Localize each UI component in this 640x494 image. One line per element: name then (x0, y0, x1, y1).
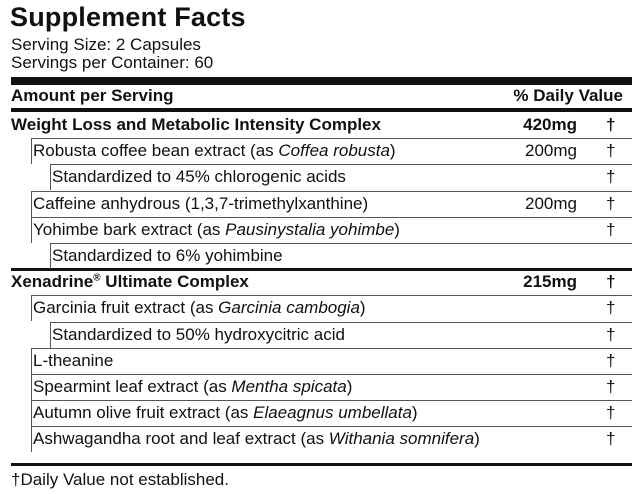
ingredient-name: Robusta coffee bean extract (as Coffea robusta) (33, 141, 396, 160)
table-row (0, 112, 640, 138)
ingredient-name: Standardized to 50% hydroxycitric acid (52, 325, 345, 344)
ingredient-name: Standardized to 45% chlorogenic acids (52, 167, 346, 186)
ingredient-amount: 420mg (523, 115, 577, 134)
ingredient-name: Standardized to 6% yohimbine (52, 246, 283, 265)
ingredient-amount: 215mg (523, 272, 577, 291)
thick-rule-top (11, 77, 632, 85)
table-row (0, 138, 640, 164)
ingredient-name: Garcinia fruit extract (as Garcinia cambogia) (33, 298, 366, 317)
ingredient-name: Weight Loss and Metabolic Intensity Complex (11, 115, 381, 134)
daily-value-dagger: † (606, 429, 616, 448)
daily-value-dagger: † (606, 115, 616, 134)
indent-line (31, 348, 32, 374)
indent-line (31, 400, 32, 426)
indent-line (31, 191, 32, 217)
panel-title: Supplement Facts (10, 2, 246, 32)
table-row (0, 400, 640, 426)
table-row (0, 243, 640, 269)
ingredient-name: Ashwagandha root and leaf extract (as Withania somnifera) (33, 429, 480, 448)
daily-value-dagger: † (606, 298, 616, 317)
daily-value-dagger: † (606, 325, 616, 344)
table-row (0, 374, 640, 400)
indent-line (31, 374, 32, 400)
header-amount-per-serving: Amount per Serving (11, 86, 174, 105)
indent-line (31, 295, 32, 321)
table-row (0, 295, 640, 321)
ingredient-amount: 200mg (525, 194, 577, 213)
ingredient-name: Caffeine anhydrous (1,3,7-trimethylxanthine) (33, 194, 369, 213)
indent-line (31, 426, 32, 452)
ingredient-name: Autumn olive fruit extract (as Elaeagnus umbellata) (33, 403, 418, 422)
daily-value-dagger: † (606, 194, 616, 213)
table-row (0, 426, 640, 452)
daily-value-dagger: † (606, 377, 616, 396)
indent-line (50, 164, 51, 190)
daily-value-dagger: † (606, 403, 616, 422)
thick-rule-bottom (11, 463, 632, 466)
daily-value-dagger: † (606, 167, 616, 186)
ingredient-name: Yohimbe bark extract (as Pausinystalia yohimbe) (33, 220, 400, 239)
indent-line (31, 138, 32, 164)
indent-line (31, 217, 32, 243)
table-row (0, 348, 640, 374)
ingredient-amount: 200mg (525, 141, 577, 160)
table-row (0, 217, 640, 243)
table-row (0, 269, 640, 295)
header-daily-value: % Daily Value (513, 86, 623, 105)
table-row (0, 322, 640, 348)
daily-value-dagger: † (606, 272, 616, 291)
indent-line (50, 243, 51, 269)
daily-value-dagger: † (606, 351, 616, 370)
footnote: †Daily Value not established. (11, 470, 229, 489)
daily-value-dagger: † (606, 141, 616, 160)
table-row (0, 164, 640, 190)
ingredient-name: Xenadrine® Ultimate Complex (11, 272, 249, 291)
ingredient-name: L-theanine (33, 351, 114, 370)
serving-size: Serving Size: 2 Capsules (11, 35, 201, 54)
indent-line (50, 322, 51, 348)
servings-per-container: Servings per Container: 60 (11, 53, 214, 72)
ingredient-name: Spearmint leaf extract (as Mentha spicata) (33, 377, 353, 396)
table-row (0, 191, 640, 217)
daily-value-dagger: † (606, 220, 616, 239)
